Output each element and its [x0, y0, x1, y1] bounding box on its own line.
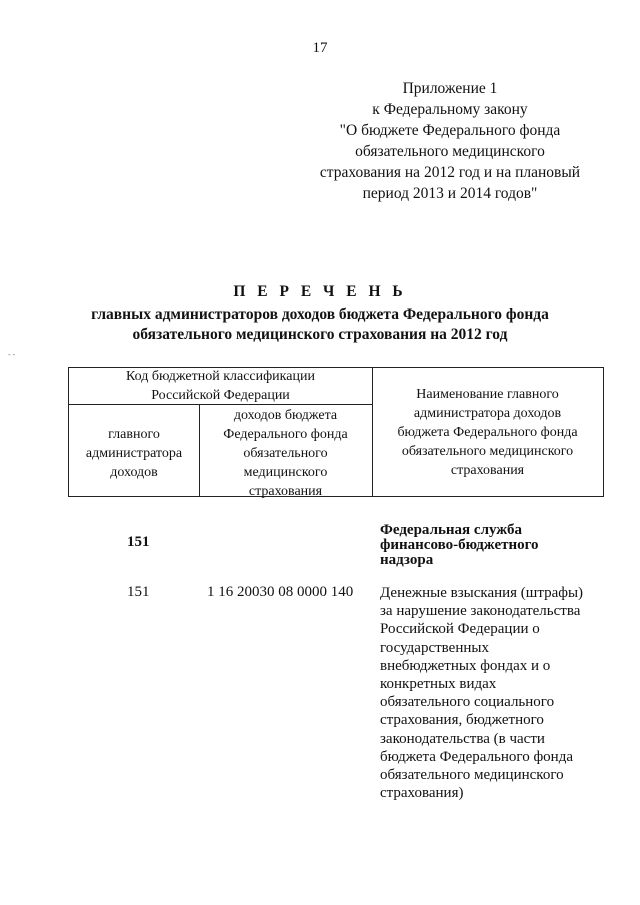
name-line: Денежные взыскания (штрафы) [380, 585, 584, 601]
name-line: обязательного медицинского [380, 767, 564, 784]
name-line: финансово-бюджетного [380, 537, 539, 553]
header-text: обязательного медицинского [401, 443, 574, 459]
appendix-line: к Федеральному закону [372, 101, 528, 118]
header-text: доходов бюджета [233, 408, 338, 423]
header-text: главного [108, 426, 160, 442]
header-revenue [199, 404, 373, 497]
margin-mark: - - [8, 350, 16, 359]
header-administrator [68, 404, 200, 497]
name-line: конкретных видах [380, 676, 497, 693]
document-title: П Е Р Е Ч Е Н Ь [233, 283, 407, 300]
header-name [372, 367, 604, 497]
appendix-note [300, 78, 600, 204]
name-line: Российской Федерации о [380, 621, 540, 638]
appendix-line: "О бюджете Федерального фонда [339, 122, 561, 139]
header-text: Наименование главного [416, 386, 559, 402]
table-header [68, 367, 604, 497]
table-row-revenue-code: 1 16 20030 08 0000 140 [207, 584, 354, 600]
subtitle-line: обязательного медицинского страхования на 2012 год [132, 326, 508, 343]
name-line: бюджета Федерального фонда [380, 748, 573, 765]
header-text: доходов [110, 464, 158, 480]
name-line: государственных [380, 639, 489, 656]
appendix-line: обязательного медицинского [355, 143, 545, 160]
header-text: Федерального фонда [223, 427, 348, 442]
document-subtitle [0, 305, 640, 345]
name-line: за нарушение законодательства [380, 603, 581, 620]
header-text: обязательного [243, 446, 328, 461]
name-line: законодательства (в части [380, 730, 545, 747]
name-line: страхования) [380, 785, 464, 802]
name-line: страхования, бюджетного [380, 712, 544, 729]
name-line: внебюджетных фондах и о [380, 657, 551, 674]
page-number: 17 [312, 40, 328, 56]
table-row-admin-code: 151 [127, 584, 150, 600]
name-line: обязательного социального [380, 694, 555, 711]
header-text: Код бюджетной классификации [126, 369, 315, 384]
header-text: администратора доходов [413, 405, 562, 421]
table-row-admin-code: 151 [127, 534, 150, 550]
header-text: страхования [450, 462, 525, 478]
header-text: администратора [85, 445, 183, 461]
header-text: бюджета Федерального фонда [397, 424, 578, 440]
name-line: надзора [380, 552, 434, 568]
appendix-line: период 2013 и 2014 годов" [362, 185, 538, 202]
subtitle-line: главных администраторов доходов бюджета Федерального фонда [91, 306, 549, 323]
table-row-name [380, 584, 615, 802]
table-row-name [380, 523, 610, 568]
appendix-line: страхования на 2012 год и на плановый [319, 164, 581, 181]
header-classification-group [68, 367, 373, 405]
header-text: страхования [248, 484, 323, 499]
appendix-line: Приложение 1 [402, 80, 498, 97]
header-text: медицинского [243, 465, 328, 480]
name-line: Федеральная служба [380, 522, 522, 538]
header-text: Российской Федерации [151, 388, 290, 403]
